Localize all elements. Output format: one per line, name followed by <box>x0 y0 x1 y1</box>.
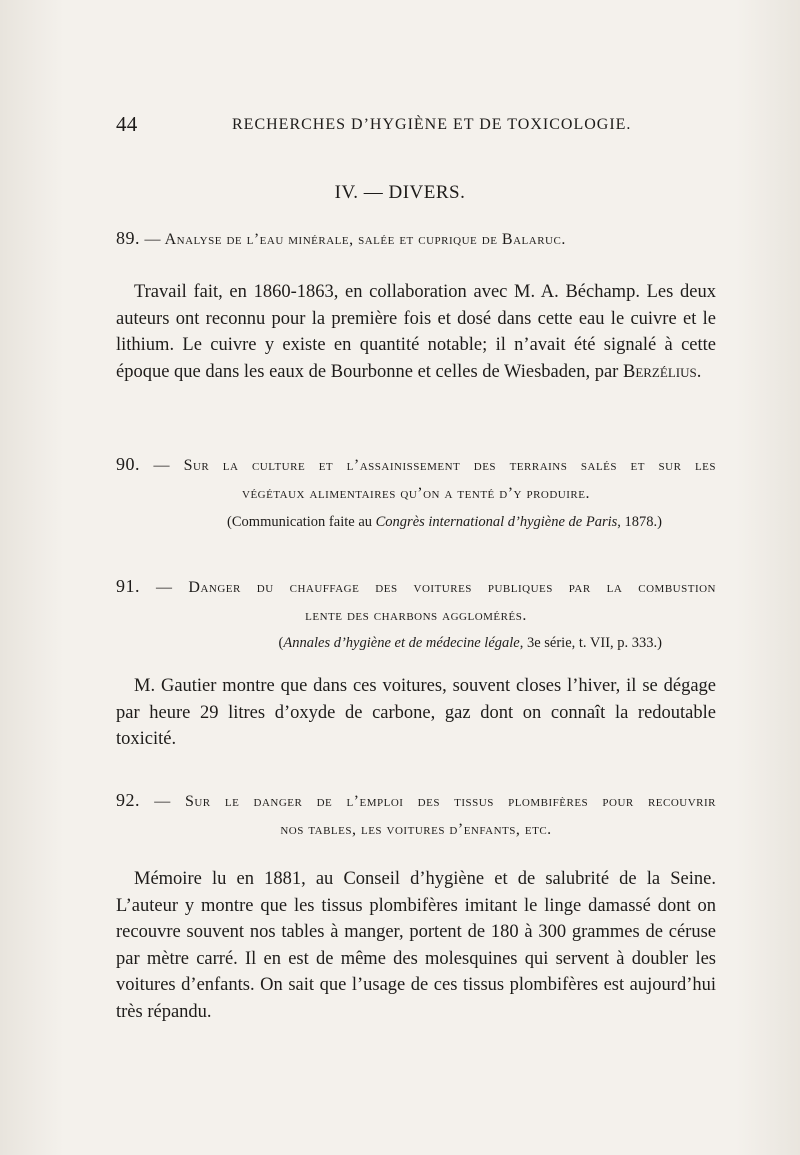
note-suffix: , 1878.) <box>617 514 662 530</box>
running-head: RECHERCHES D’HYGIÈNE ET DE TOXICOLOGIE. <box>232 116 632 133</box>
paragraph-text: Travail fait, en 1860-1863, en collaboration avec M. A. Béchamp. Les deux auteurs ont reconnu pour la première fois et dosé dans cette eau le cuivre et le lithium. Le cuivre y existe en quantité notable; il n’avait été signalé à cette époque que dans les eaux de Bourbonne et celles de Wiesbaden, par <box>116 282 716 382</box>
entry-91-note <box>116 635 716 652</box>
entry-title-text: — Danger du chauffage des voitures publiques par la combustion <box>155 579 716 596</box>
entry-number: 89. <box>116 228 140 248</box>
page-number: 44 <box>116 112 138 136</box>
entry-90-note <box>116 514 716 531</box>
entry-91-title <box>116 572 716 630</box>
entry-number: 90. <box>116 454 140 474</box>
entry-number: 91. <box>116 576 140 596</box>
note-title: Congrès international d’hygiène de Paris <box>375 514 618 530</box>
entry-title-continued: végétaux alimentaires qu’on a tenté d’y produire. <box>242 485 590 502</box>
note-prefix: ( <box>278 635 284 651</box>
paragraph-end: . <box>696 361 702 382</box>
entry-92-paragraph <box>116 866 716 1025</box>
entry-89-title <box>116 224 716 254</box>
author-name: Berzélius <box>622 361 697 382</box>
entry-title-text: — Analyse de l’eau minérale, salée et cuprique de Balaruc. <box>144 231 566 248</box>
entry-89-paragraph <box>116 279 716 385</box>
entry-title-text: — Sur la culture et l’assainissement des terrains salés et sur les <box>153 457 716 474</box>
paragraph-text: Mémoire lu en 1881, au Conseil d’hygiène et de salubrité de la Seine. L’auteur y montre que les tissus plombifères imitant le linge damassé dont on recouvre souvent nos tables à manger, portent de 180 à 300 grammes de céruse par mètre carré. Il en est de même des molesquines qui servent à doubler les voitures d’enfants. On sait que l’usage de ces tissus plombifères est aujourd’hui très répandu. <box>116 869 716 1022</box>
entry-title-continued: nos tables, les voitures d’enfants, etc. <box>280 821 552 838</box>
entry-title-text: — Sur le danger de l’emploi des tissus plombifères pour recouvrir <box>154 793 717 810</box>
note-title: Annales d’hygiène et de médecine légale <box>283 635 520 651</box>
paragraph-text: M. Gautier montre que dans ces voitures, souvent closes l’hiver, il se dégage par heure 29 litres d’oxyde de carbone, gaz dont on connaît la redoutable toxicité. <box>116 676 716 749</box>
note-suffix: , 3e série, t. VII, p. 333.) <box>519 635 662 651</box>
entry-title-continued: lente des charbons agglomérés. <box>305 607 527 624</box>
note-prefix: (Communication faite au <box>227 514 376 530</box>
entry-90-title <box>116 450 716 508</box>
entry-number: 92. <box>116 790 140 810</box>
entry-91-paragraph <box>116 673 716 753</box>
section-title: IV. — DIVERS. <box>334 182 466 203</box>
entry-92-title <box>116 786 716 844</box>
